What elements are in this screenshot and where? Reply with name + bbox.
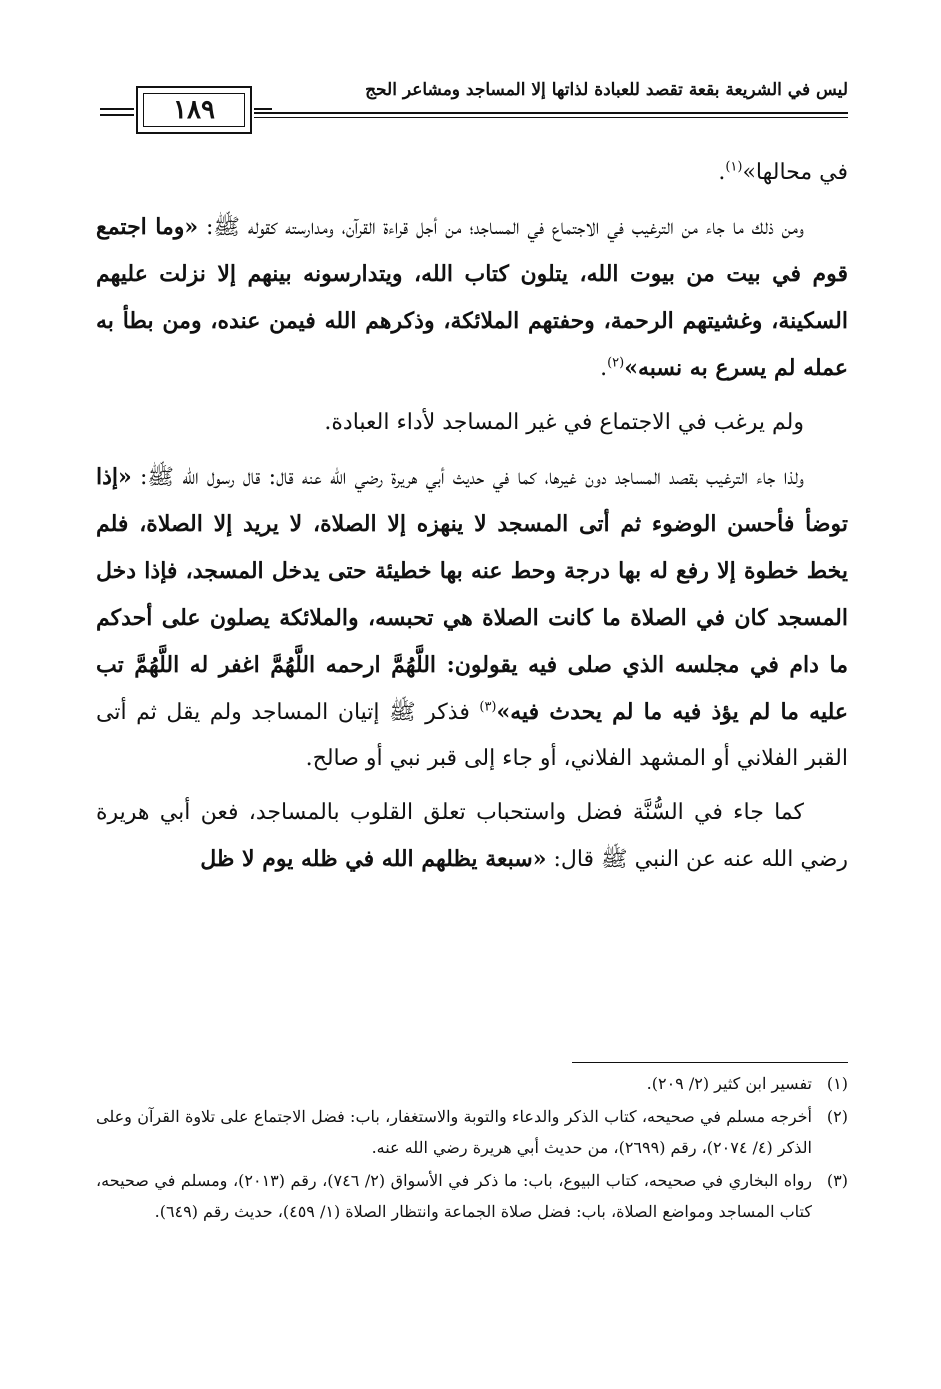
header-ornament-line [100,114,134,116]
paragraph [96,204,848,392]
footnote-separator [572,1062,848,1063]
text: كما جاء في السُّنَّة فضل واستحباب تعلق القلوب بالمساجد، فعن أبي هريرة رضي الله عنه عن النبي ﷺ قال: [96,800,848,872]
text: . [718,160,726,185]
footnote-number: (٣) [826,1171,848,1190]
text: ولذا جاء الترغيب بقصد المساجد دون غيرها، كما في حديث أبي هريرة رضي الله عنه قال: قال رسول الله ﷺ: [131,465,804,490]
hadith-quote: «سبعة يظلهم الله في ظله يوم لا ظل [200,846,547,872]
footnotes [96,1068,848,1229]
text: فذكر ﷺ إتيان المساجد ولم يقل ثم أتى القبر الفلاني أو المشهد الفلاني، أو جاء إلى قبر نبي أو صالح. [96,700,848,771]
footnote [96,1165,848,1227]
text: . [600,356,608,381]
running-title: ليس في الشريعة بقعة تقصد للعبادة لذاتها إلا المساجد ومشاعر الحج [365,80,848,100]
paragraph [96,150,848,196]
paragraph [96,400,848,446]
header-ornament-line [100,108,134,110]
header-rule [254,112,848,114]
page-number: ١٨٩ [173,95,215,125]
footnote-number: (١) [826,1074,848,1093]
footnote [96,1068,848,1099]
text: ولم يرغب في الاجتماع في غير المساجد لأداء العبادة. [324,410,804,435]
main-text [96,150,848,891]
footnote [96,1101,848,1163]
page-number-frame [136,86,252,134]
text: ومن ذلك ما جاء من الترغيب في الاجتماع في المساجد؛ من أجل قراءة القرآن، ومدارسته كقوله ﷺ: [198,215,804,240]
footnote-ref: (٢) [607,355,625,371]
text: في محالها» [742,160,848,185]
footnote-ref: (١) [725,159,743,175]
page-header [100,78,848,150]
hadith-quote: «إذا توضأ فأحسن الوضوء ثم أتى المسجد لا ينهزه إلا الصلاة، لا يريد إلا الصلاة، فلم يخط خطوة إلا رفع له بها درجة وحط عنه بها خطيئة حتى يدخل المسجد، فإذا دخل المسجد كان في الصلاة ما كانت الصلاة هي تحبسه، والملائكة يصلون على أحدكم ما دام في مجلسه الذي صلى فيه يقولون: اللَّهُمَّ ارحمه اللَّهُمَّ اغفر له اللَّهُمَّ تب عليه ما لم يؤذ فيه ما لم يحدث فيه» [96,464,848,725]
footnote-text: تفسير ابن كثير (٢/ ٢٠٩). [646,1074,812,1093]
paragraph [96,790,848,883]
paragraph [96,454,848,782]
header-ornament-line [254,108,272,110]
hadith-quote: «وما اجتمع قوم في بيت من بيوت الله، يتلون كتاب الله، ويتدارسونه بينهم إلا نزلت عليهم السكينة، وغشيتهم الرحمة، وحفتهم الملائكة، وذكرهم الله فيمن عنده، ومن بطأ به عمله لم يسرع به نسبه» [96,214,848,381]
footnote-ref: (٣) [479,699,497,715]
footnote-text: رواه البخاري في صحيحه، كتاب البيوع، باب: ما ذكر في الأسواق (٢/ ٧٤٦)، رقم (٢٠١٣)، ومسلم في صحيحه، كتاب المساجد ومواضع الصلاة، باب: فضل صلاة الجماعة وانتظار الصلاة (١/ ٤٥٩)، حديث رقم (٦٤٩). [96,1171,813,1221]
footnote-number: (٢) [826,1107,848,1126]
footnote-text: أخرجه مسلم في صحيحه، كتاب الذكر والدعاء والتوبة والاستغفار، باب: فضل الاجتماع على تلاوة القرآن وعلى الذكر (٤/ ٢٠٧٤)، رقم (٢٦٩٩)، من حديث أبي هريرة رضي الله عنه. [96,1107,812,1157]
header-rule [254,117,848,118]
